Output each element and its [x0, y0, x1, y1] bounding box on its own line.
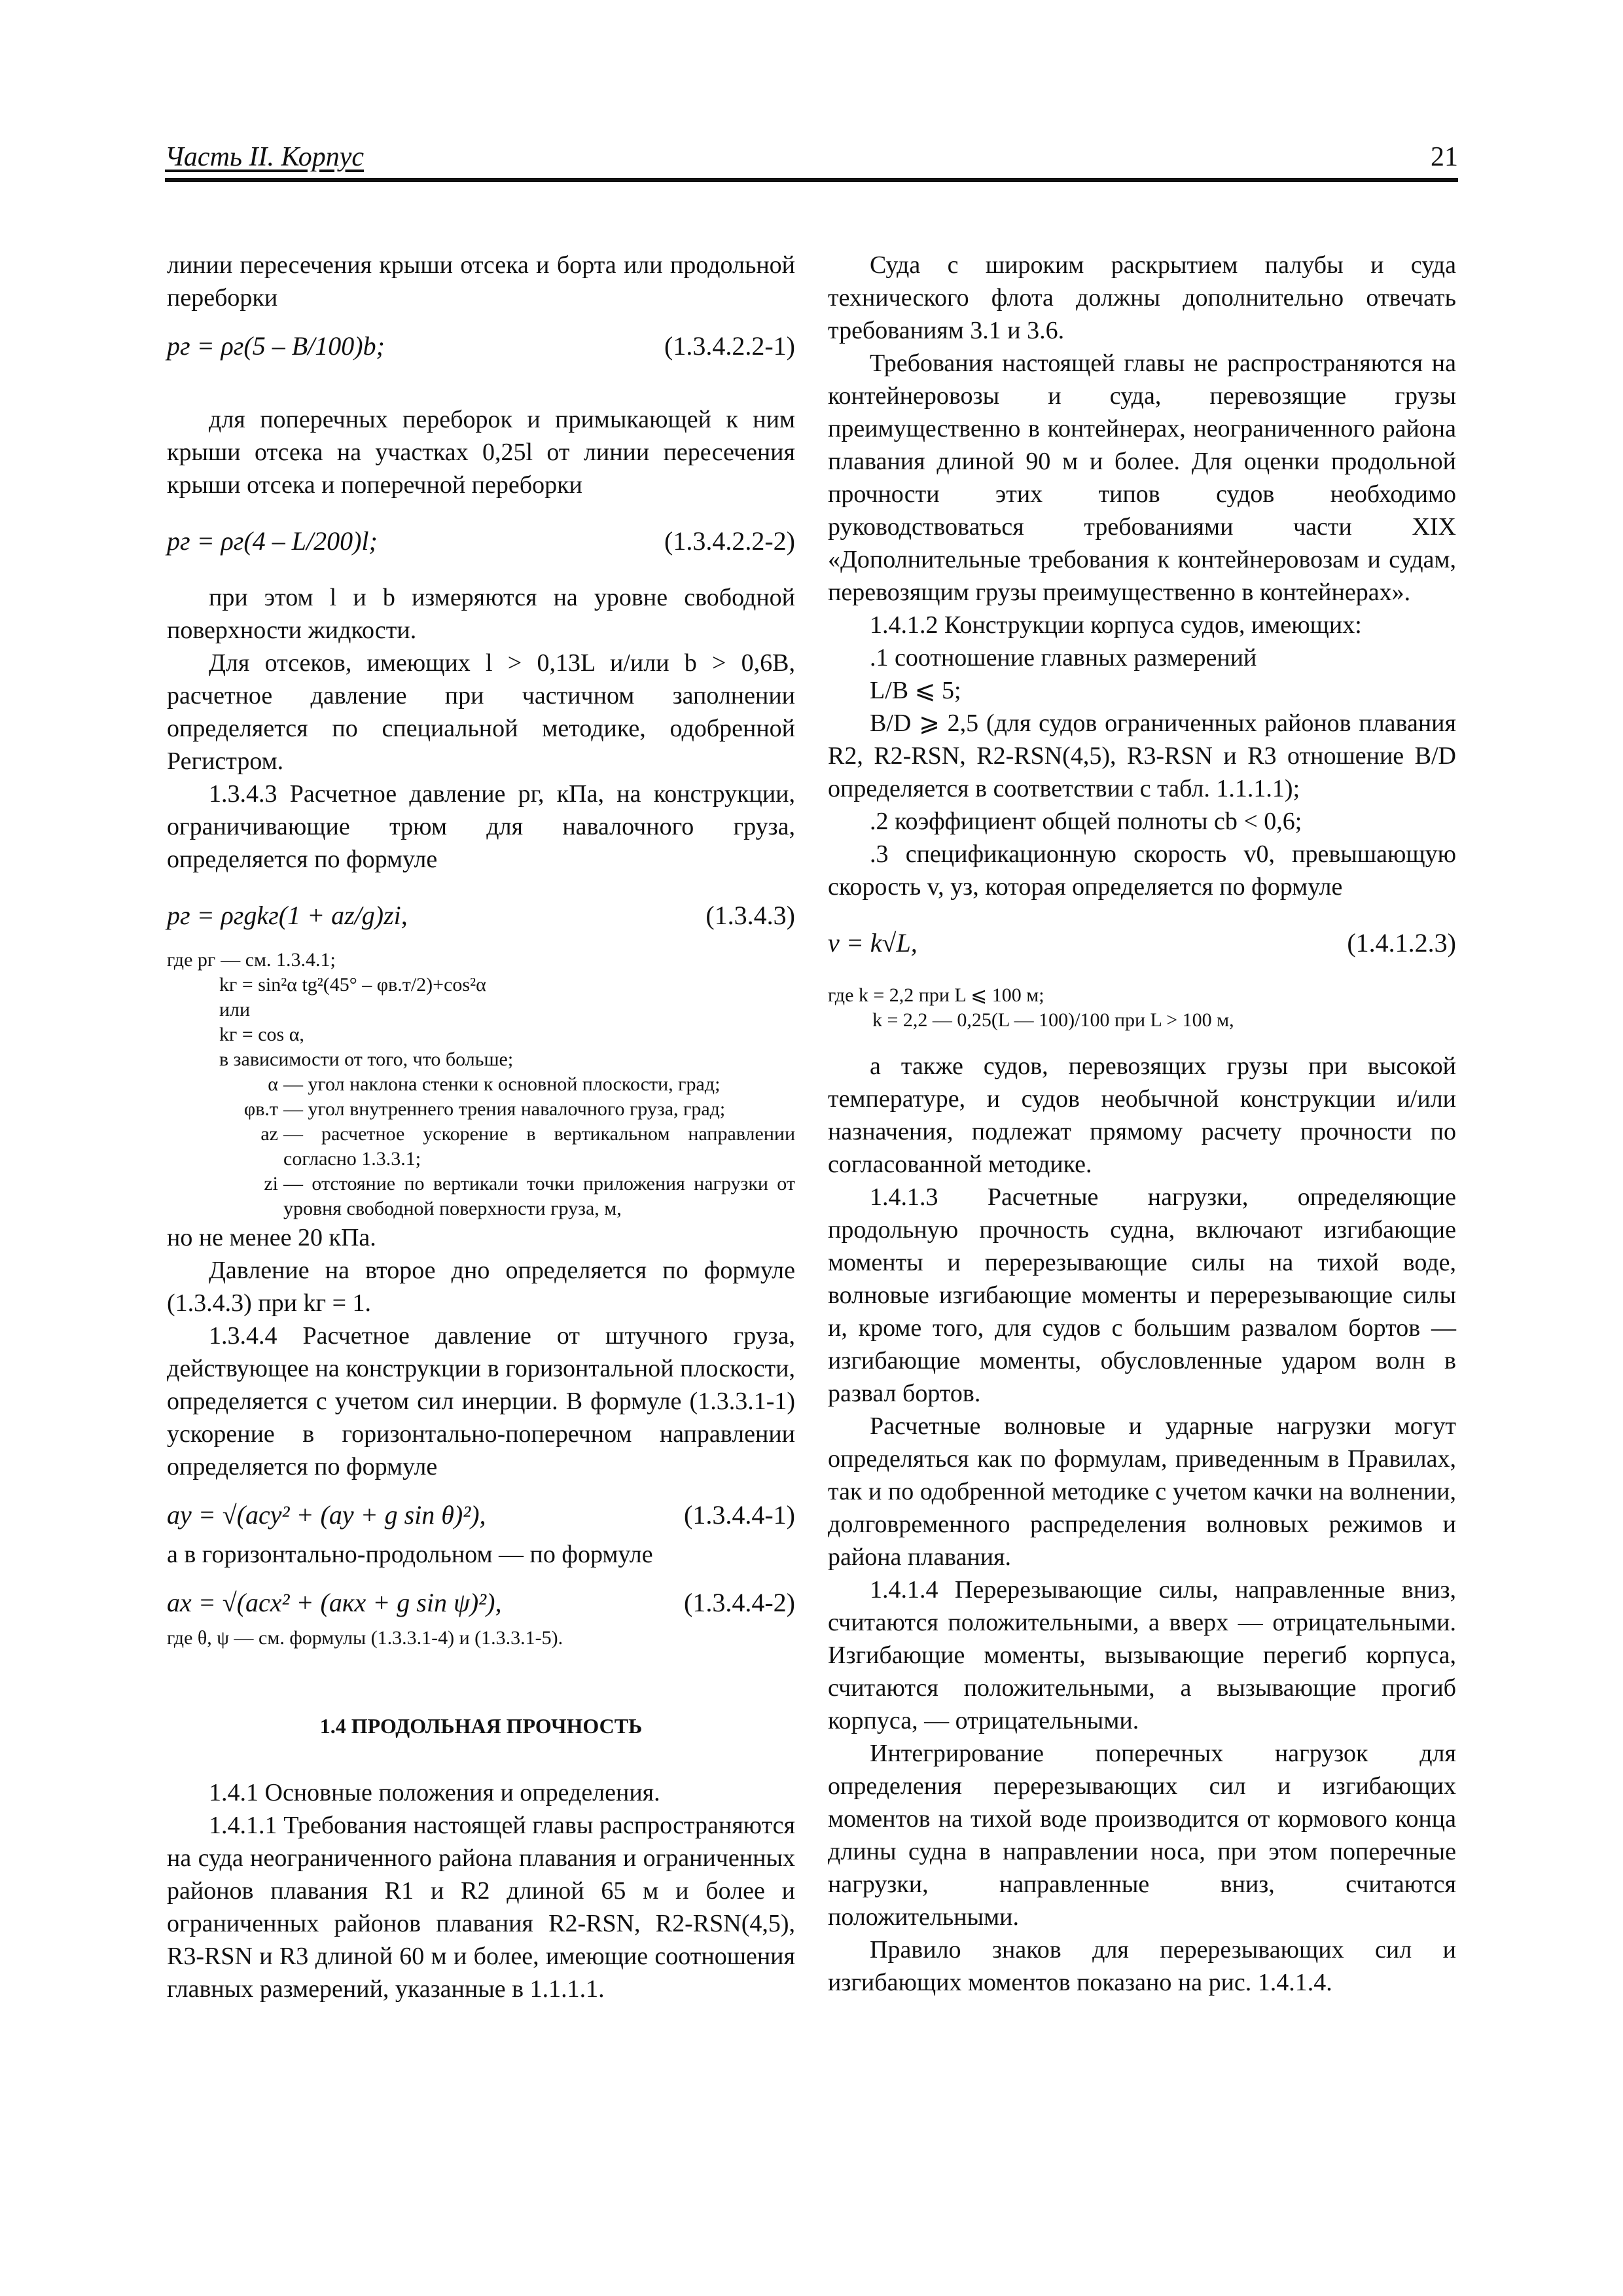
paragraph: Интегрирование поперечных нагрузок для определения перерезывающих сил и изгибающих моментов на тихой воде производится от кормового конца длины судна в направлении носа, при этом поперечные нагрузки, направленные вниз, считаются положительными.: [828, 1740, 1456, 1931]
legend-symbol: φв.т: [243, 1098, 278, 1120]
paragraph: L/B ⩽ 5;: [870, 677, 961, 704]
paragraph: для поперечных переборок и примыкающей к ним крыши отсека на участках 0,25l от линии пересечения крыши отсека и поперечной переборки: [167, 406, 795, 499]
paragraph: .3 спецификационную скорость v0, превышающую скорость v, уз, которая определяется по формуле: [828, 840, 1456, 901]
legend-symbol: az: [260, 1123, 278, 1145]
formula-1-3-4-2-2-1: [167, 323, 795, 369]
formula-expression: ax = √(acx² + (aкx + g sin ψ)²),: [167, 1588, 502, 1617]
formula-legend: [167, 948, 795, 1221]
paragraph: Давление на второе дно определяется по формуле (1.3.4.3) при kг = 1.: [167, 1257, 795, 1317]
legend-text: k = 2,2 — 0,25(L — 100)/100 при L > 100 м,: [872, 1009, 1234, 1031]
page-number: 21: [1431, 142, 1458, 172]
running-title: Часть II. Корпус: [165, 142, 365, 172]
formula-1-3-4-4-2: [167, 1580, 795, 1626]
paragraph: а в горизонтально-продольном — по формуле: [167, 1541, 653, 1568]
legend-symbol: α: [268, 1073, 278, 1095]
formula-expression: ay = √(acy² + (ay + g sin θ)²),: [167, 1500, 486, 1530]
right-column: [828, 249, 1456, 1999]
legend-text: — угол внутреннего трения навалочного груза, град;: [283, 1098, 726, 1120]
formula-1-3-4-4-1: [167, 1492, 795, 1538]
paragraph: линии пересечения крыши отсека и борта или продольной переборки: [167, 251, 795, 312]
legend-row: [167, 1172, 795, 1221]
formula-expression: pг = ρгgkг(1 + az/g)zi,: [167, 901, 408, 930]
formula-expression: pг = ρг(5 – B/100)b;: [167, 331, 385, 361]
legend-text: — см. 1.3.4.1;: [221, 949, 336, 971]
legend-row: [167, 948, 795, 973]
formula-number: (1.3.4.4-1): [684, 1500, 795, 1530]
formula-legend: где θ, ψ — см. формулы (1.3.3.1-4) и (1.3.3.1-5).: [167, 1627, 563, 1649]
paragraph: 1.3.4.3 Расчетное давление pг, кПа, на конструкции, ограничивающие трюм для навалочного груза, определяется по формуле: [167, 780, 795, 873]
formula-number: (1.3.4.2.2-2): [664, 526, 795, 556]
paragraph: 1.4.1.4 Перерезывающие силы, направленные вниз, считаются положительными, а вверх — отрицательными. Изгибающие моменты, вызывающие перегиб корпуса, считаются положительными, а вызывающие прогиб корпуса, — отрицательными.: [828, 1576, 1456, 1734]
legend-symbol: zi: [264, 1173, 278, 1194]
paragraph: B/D ⩾ 2,5 (для судов ограниченных районов плавания R2, R2-RSN, R2-RSN(4,5), R3-RSN и R3 отношение B/D определяется в соответствии с табл. 1.1.1.1);: [828, 709, 1456, 802]
running-header: [165, 137, 1458, 182]
formula-number: (1.3.4.3): [705, 901, 795, 930]
paragraph: но не менее 20 кПа.: [167, 1224, 376, 1251]
paragraph: 1.4.1.1 Требования настоящей главы распространяются на суда неограниченного района плавания и ограниченных районов плавания R1 и R2 длиной 65 м и более и ограниченных районов плавания R2-RSN, R2-RSN(4,5), R3-RSN и R3 длиной 60 м и более, имеющие соотношения главных размерений, указанные в 1.1.1.1.: [167, 1812, 795, 2003]
subsection-title: 1.4.1 Основные положения и определения.: [209, 1779, 660, 1806]
legend-row: [167, 1122, 795, 1172]
paragraph: Расчетные волновые и ударные нагрузки могут определяться как по формулам, приведенным в Правилах, так и по одобренной методике с учетом качки на волнении, долговременного распределения волновых режимов и района плавания.: [828, 1412, 1456, 1571]
paragraph: при этом l и b измеряются на уровне свободной поверхности жидкости.: [167, 584, 795, 644]
paragraph: .1 соотношение главных размерений: [870, 644, 1257, 672]
left-column: [167, 249, 795, 2005]
formula-expression: pг = ρг(4 – L/200)l;: [167, 526, 378, 556]
legend-symbol: где pг: [167, 949, 216, 971]
formula-expression: v = k√L,: [828, 928, 918, 958]
paragraph: .2 коэффициент общей полноты cb < 0,6;: [870, 808, 1302, 835]
paragraph: Правило знаков для перерезывающих сил и изгибающих моментов показано на рис. 1.4.1.4.: [828, 1936, 1456, 1996]
formula-1-4-1-2-3: [828, 920, 1456, 966]
paragraph: Для отсеков, имеющих l > 0,13L и/или b > 0,6B, расчетное давление при частичном заполнении определяется по специальной методике, одобренной Регистром.: [167, 649, 795, 775]
legend-text: в зависимости от того, что больше;: [219, 1049, 514, 1070]
legend-text: kг = sin²α tg²(45° – φв.т/2)+cos²α: [219, 974, 486, 996]
formula-legend: [828, 983, 1456, 1033]
legend-text: или: [219, 999, 251, 1020]
paragraph: 1.4.1.3 Расчетные нагрузки, определяющие продольную прочность судна, включают изгибающие моменты и перерезывающие силы на тихой воде, волновые изгибающие моменты и перерезывающие силы и, кроме того, для судов с большим развалом бортов — изгибающие моменты, обусловленные ударом волн в развал бортов.: [828, 1183, 1456, 1407]
paragraph: 1.3.4.4 Расчетное давление от штучного груза, действующее на конструкции в горизонтальной плоскости, определяется с учетом сил инерции. В формуле (1.3.3.1-1) ускорение в горизонтально-поперечном направлении определяется по формуле: [167, 1322, 795, 1480]
legend-text: где k = 2,2 при L ⩽ 100 м;: [828, 984, 1044, 1006]
paragraph: а также судов, перевозящих грузы при высокой температуре, и судов необычной конструкции и/или назначения, подлежат прямому расчету прочности по согласованной методике.: [828, 1052, 1456, 1178]
section-heading: 1.4 ПРОДОЛЬНАЯ ПРОЧНОСТЬ: [319, 1714, 643, 1738]
paragraph: 1.4.1.2 Конструкции корпуса судов, имеющих:: [870, 611, 1362, 639]
legend-row: [167, 1072, 795, 1097]
formula-1-3-4-2-2-2: [167, 518, 795, 564]
legend-text: — угол наклона стенки к основной плоскости, град;: [283, 1073, 721, 1095]
formula-number: (1.4.1.2.3): [1347, 928, 1456, 958]
formula-number: (1.3.4.4-2): [684, 1588, 795, 1617]
legend-text: — расчетное ускорение в вертикальном направлении согласно 1.3.3.1;: [283, 1123, 795, 1170]
legend-row: [167, 1097, 795, 1122]
paragraph: Суда с широким раскрытием палубы и суда технического флота должны дополнительно отвечать требованиям 3.1 и 3.6.: [828, 251, 1456, 344]
legend-text: kг = cos α,: [219, 1024, 304, 1045]
formula-1-3-4-3: [167, 893, 795, 939]
formula-number: (1.3.4.2.2-1): [664, 331, 795, 361]
legend-text: — отстояние по вертикали точки приложения нагрузки от уровня свободной поверхности груза, м,: [283, 1173, 795, 1219]
paragraph: Требования настоящей главы не распространяются на контейнеровозы и суда, перевозящие грузы преимущественно в контейнерах, неограниченного района плавания длиной 90 м и более. Для оценки продольной прочности этих типов судов необходимо руководствоваться требованиями части XIX «Дополнительные требования к контейнеровозам и судам, перевозящим грузы преимущественно в контейнерах».: [828, 350, 1456, 606]
